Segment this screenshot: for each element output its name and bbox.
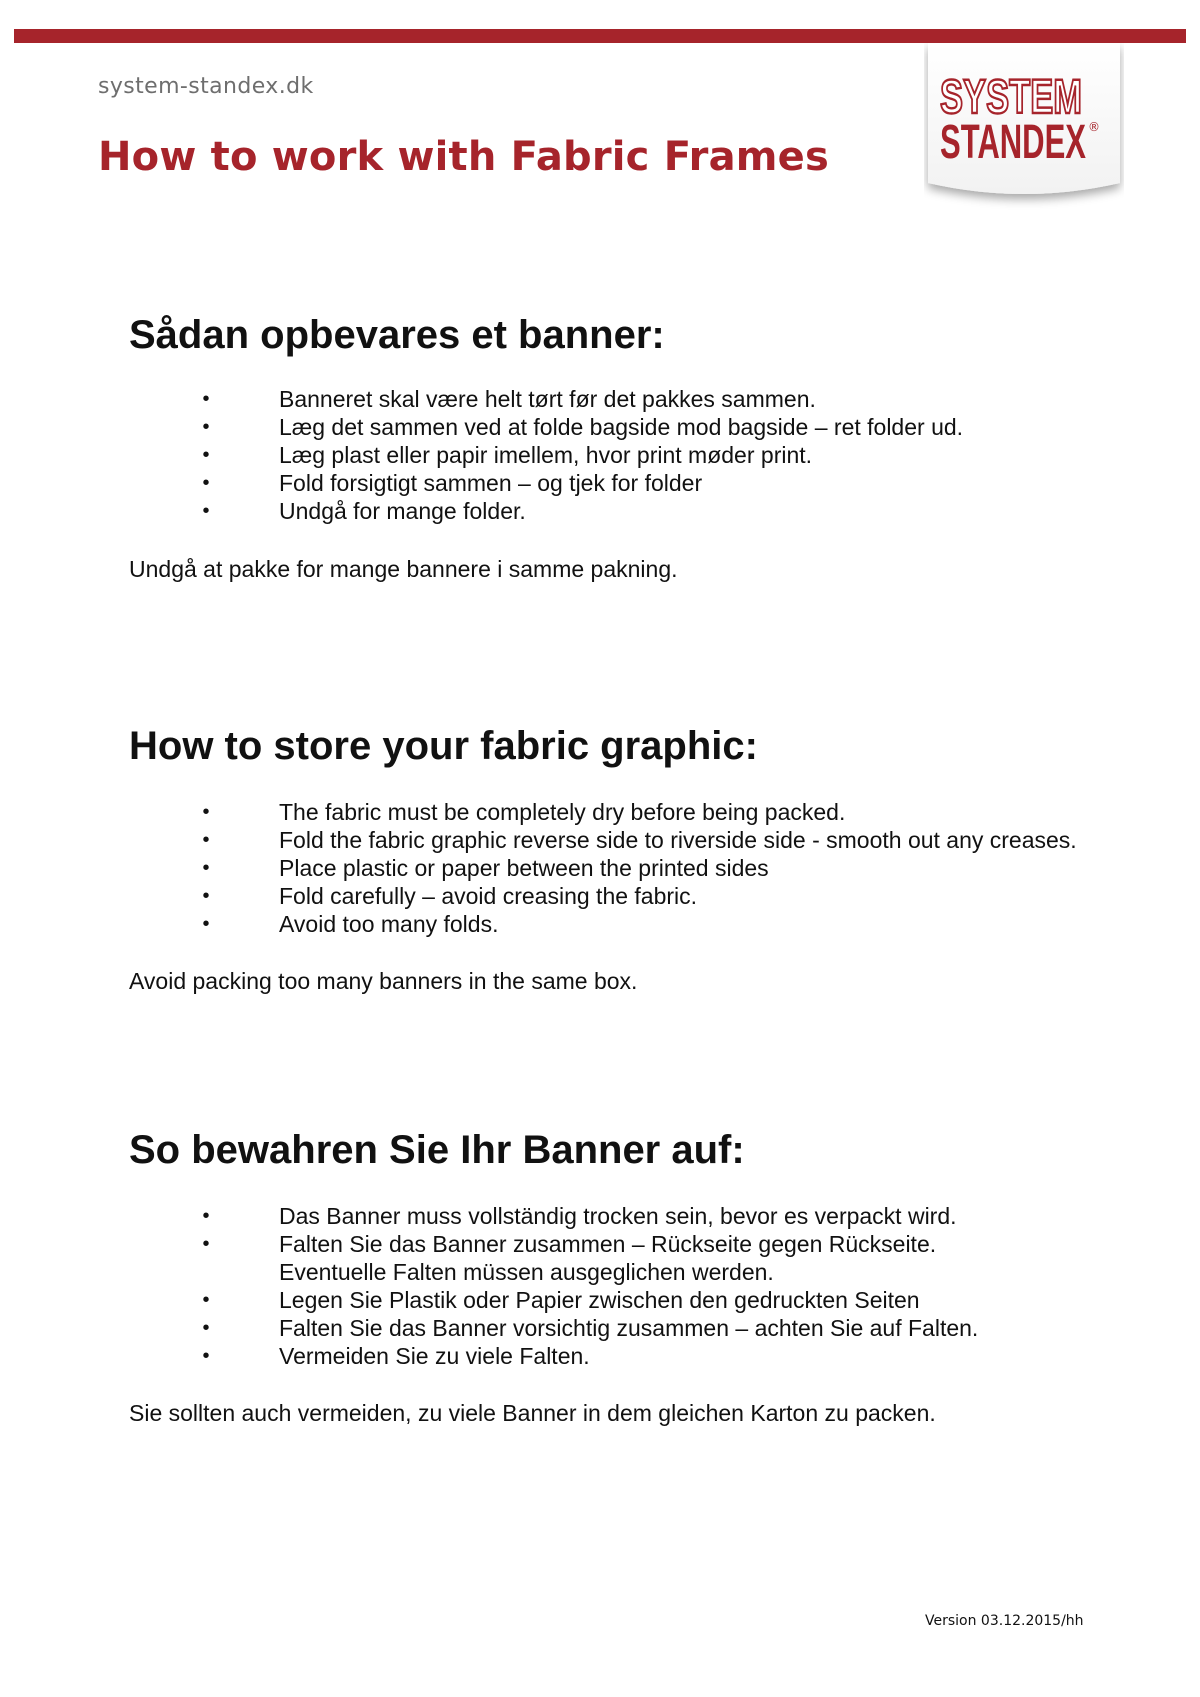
list-item-text: Fold the fabric graphic reverse side to riverside side - smooth out any creases.: [279, 827, 1077, 853]
list-item: [200, 1314, 978, 1342]
list-item-text: Fold carefully – avoid creasing the fabric.: [279, 883, 698, 909]
list-item: [200, 882, 1077, 910]
list-item: [200, 1286, 978, 1314]
list-item: [200, 497, 963, 525]
list-item-text: Place plastic or paper between the printed sides: [279, 855, 769, 881]
bullet-dot-icon: •: [202, 829, 210, 851]
bullet-list-english: [200, 798, 1077, 938]
list-item-text: Læg plast eller papir imellem, hvor print møder print.: [279, 442, 813, 468]
system-standex-logo: [924, 43, 1124, 211]
list-item-text: Falten Sie das Banner zusammen – Rückseite gegen Rückseite.: [279, 1231, 937, 1257]
bullet-dot-icon: •: [202, 1317, 210, 1339]
bullet-dot-icon: •: [202, 444, 210, 466]
bullet-dot-icon: •: [202, 500, 210, 522]
bullet-dot-icon: •: [202, 416, 210, 438]
list-item: [200, 441, 963, 469]
bullet-dot-icon: •: [202, 1289, 210, 1311]
bullet-dot-icon: •: [202, 857, 210, 879]
bullet-dot-icon: •: [202, 472, 210, 494]
bullet-dot-icon: •: [202, 913, 210, 935]
section-note-danish: Undgå at pakke for mange bannere i samme pakning.: [129, 556, 678, 582]
logo-registered-mark: ®: [1088, 120, 1100, 134]
top-accent-bar: [14, 29, 1186, 43]
list-item-text: The fabric must be completely dry before being packed.: [279, 799, 846, 825]
bullet-dot-icon: •: [202, 885, 210, 907]
list-item: [200, 1202, 978, 1230]
list-item: [200, 385, 963, 413]
list-item-text: Banneret skal være helt tørt før det pakkes sammen.: [279, 386, 816, 412]
list-item-text: Læg det sammen ved at folde bagside mod bagside – ret folder ud.: [279, 414, 964, 440]
list-item-text: Avoid too many folds.: [279, 911, 499, 937]
list-item: [200, 1230, 978, 1258]
list-item-continuation: [200, 1258, 978, 1286]
list-item: [200, 413, 963, 441]
bullet-dot-icon: •: [202, 801, 210, 823]
list-item: [200, 1342, 978, 1370]
list-item: [200, 910, 1077, 938]
list-item: [200, 826, 1077, 854]
bullet-dot-icon: •: [202, 1205, 210, 1227]
list-item-text: Fold forsigtigt sammen – og tjek for folder: [279, 470, 703, 496]
bullet-dot-icon: •: [202, 388, 210, 410]
document-title: How to work with Fabric Frames: [98, 134, 830, 180]
section-heading-english: How to store your fabric graphic:: [129, 724, 758, 768]
version-footer: Version 03.12.2015/hh: [925, 1613, 1084, 1629]
logo-line-system: SYSTEM: [940, 71, 1082, 124]
bullet-list-danish: [200, 385, 963, 525]
site-url: system-standex.dk: [98, 74, 314, 99]
list-item-text: Legen Sie Plastik oder Papier zwischen den gedruckten Seiten: [279, 1287, 920, 1313]
logo-line-standex: STANDEX: [940, 116, 1086, 169]
list-item: [200, 854, 1077, 882]
list-item-text: Eventuelle Falten müssen ausgeglichen werden.: [279, 1259, 774, 1285]
bullet-list-german: [200, 1202, 978, 1370]
list-item: [200, 798, 1077, 826]
section-heading-german: So bewahren Sie Ihr Banner auf:: [129, 1128, 745, 1172]
section-note-german: Sie sollten auch vermeiden, zu viele Banner in dem gleichen Karton zu packen.: [129, 1400, 936, 1426]
list-item-text: Falten Sie das Banner vorsichtig zusammen – achten Sie auf Falten.: [279, 1315, 979, 1341]
list-item-text: Das Banner muss vollständig trocken sein, bevor es verpackt wird.: [279, 1203, 957, 1229]
list-item-text: Undgå for mange folder.: [279, 498, 526, 524]
list-item: [200, 469, 963, 497]
bullet-dot-icon: •: [202, 1233, 210, 1255]
bullet-dot-icon: •: [202, 1345, 210, 1367]
section-note-english: Avoid packing too many banners in the same box.: [129, 968, 638, 994]
section-heading-danish: Sådan opbevares et banner:: [129, 313, 665, 357]
list-item-text: Vermeiden Sie zu viele Falten.: [279, 1343, 590, 1369]
